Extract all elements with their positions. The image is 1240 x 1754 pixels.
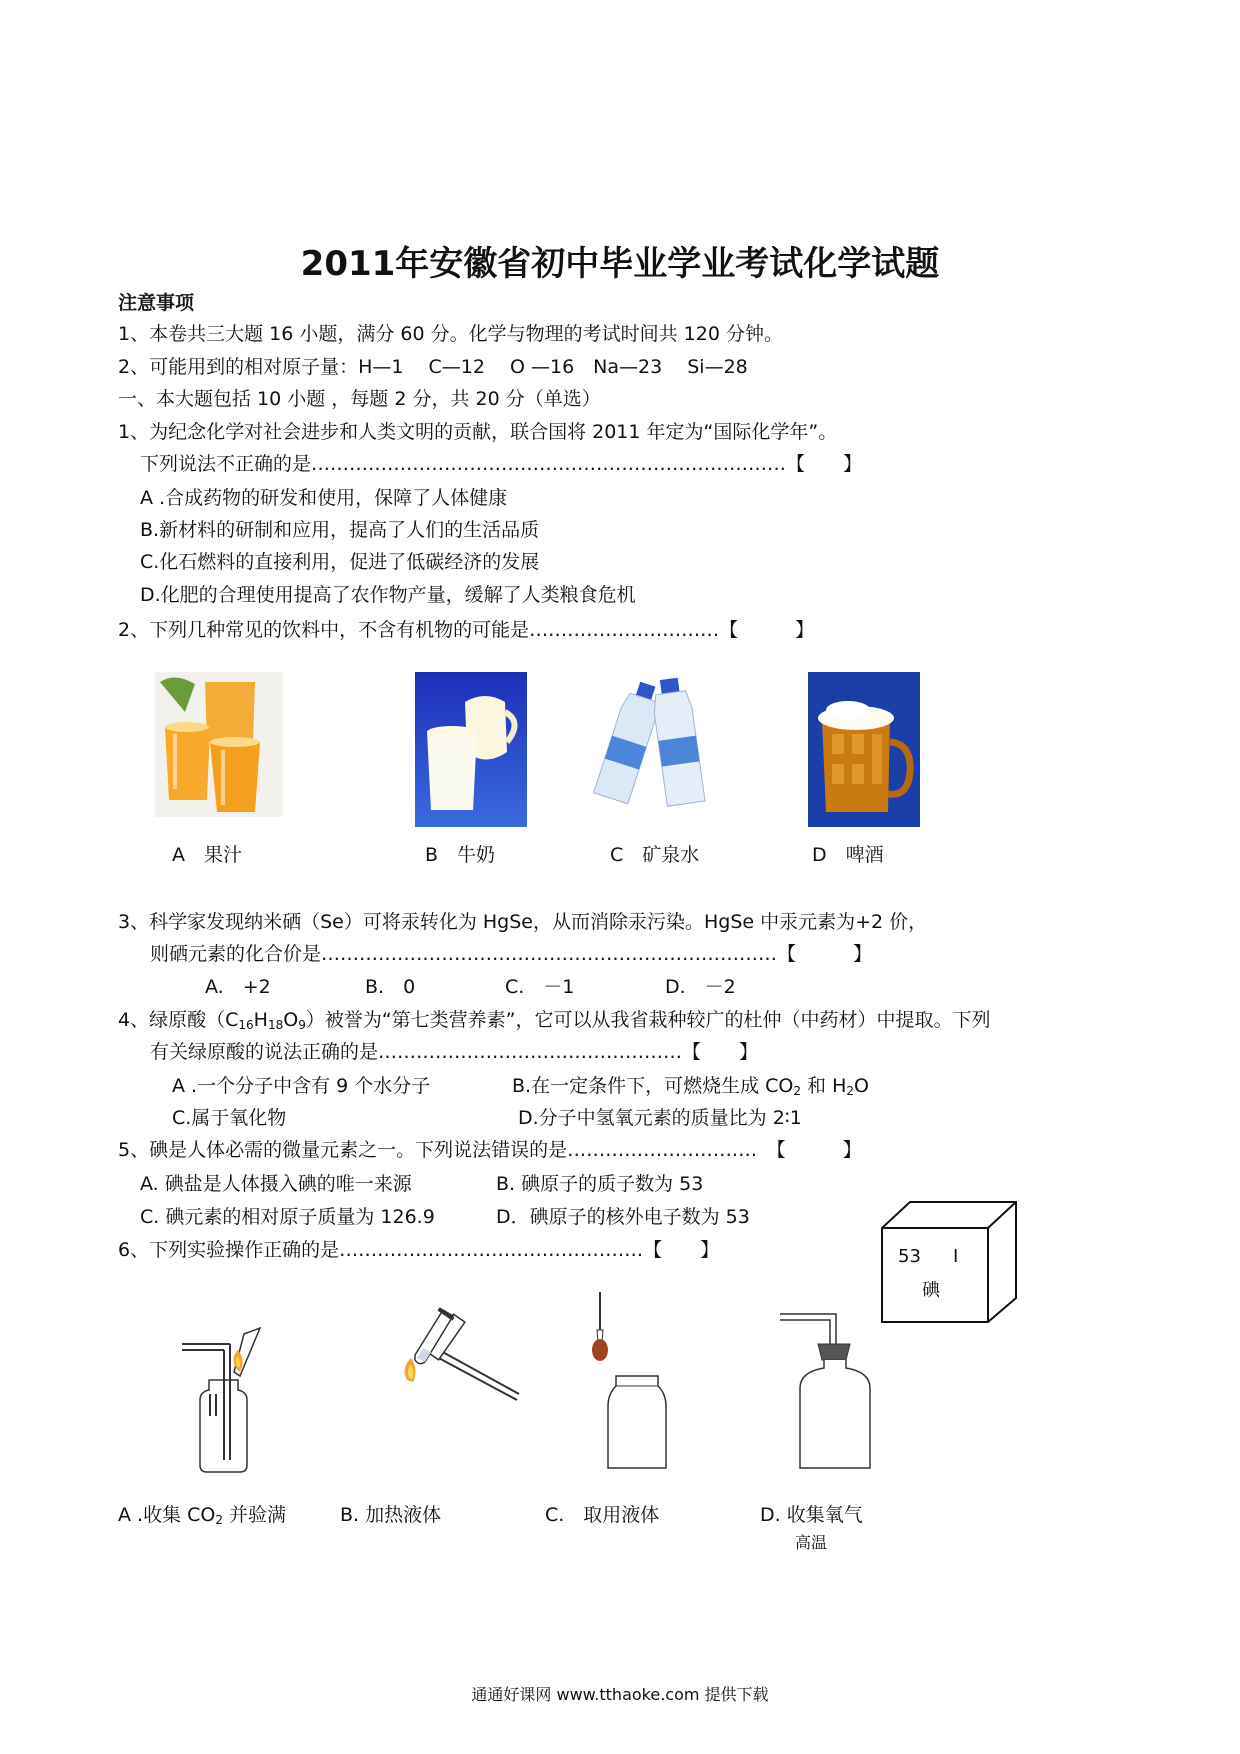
q5-option-d: D．碘原子的核外电子数为 53 <box>496 1206 750 1228</box>
q2-caption-c: C 矿泉水 <box>610 844 700 866</box>
q3-stem-line2: 则硒元素的化合价是………………………………………………………………【 】 <box>150 943 873 965</box>
q5-option-b: B. 碘原子的质子数为 53 <box>496 1173 704 1195</box>
q4-option-d: D.分子中氢氧元素的质量比为 2∶1 <box>518 1107 802 1129</box>
iodine-symbol: I <box>953 1246 959 1267</box>
q4-option-c: C.属于氧化物 <box>172 1107 287 1129</box>
apparatus-d-collect-oxygen <box>770 1310 890 1480</box>
q6-caption-b: B. 加热液体 <box>340 1504 442 1526</box>
apparatus-b-heat-liquid <box>395 1300 525 1420</box>
q2-caption-a: A 果汁 <box>172 844 242 866</box>
q1-option-a: A .合成药物的研发和使用，保障了人体健康 <box>140 487 508 509</box>
notice-line-2: 2、可能用到的相对原子量：H—1 C—12 O —16 Na—23 Si—28 <box>118 356 748 378</box>
q4-stem-line2: 有关绿原酸的说法正确的是…………………………………………【 】 <box>150 1041 759 1063</box>
q3-option-c: C. －1 <box>505 976 575 998</box>
section-heading: 一、本大题包括 10 小题 ，每题 2 分，共 20 分（单选） <box>118 388 601 410</box>
q5-stem: 5、碘是人体必需的微量元素之一。下列说法错误的是………………………… 【 】 <box>118 1139 862 1161</box>
q5-option-c: C. 碘元素的相对原子质量为 126.9 <box>140 1206 435 1228</box>
q4-option-a: A .一个分子中含有 9 个水分子 <box>172 1075 431 1097</box>
q2-caption-d: D 啤酒 <box>812 844 884 866</box>
high-temperature-label: 高温 <box>795 1533 828 1552</box>
q5-option-a: A. 碘盐是人体摄入碘的唯一来源 <box>140 1173 412 1195</box>
milk-image <box>415 672 527 827</box>
q2-caption-b: B 牛奶 <box>425 844 496 866</box>
q6-caption-a: A .收集 $CO_2$ 并验满 <box>118 1504 287 1527</box>
q1-option-c: C.化石燃料的直接利用，促进了低碳经济的发展 <box>140 551 540 573</box>
q2-stem: 2、下列几种常见的饮料中，不含有机物的可能是…………………………【 】 <box>118 619 815 641</box>
beer-image <box>808 672 920 827</box>
q1-stem-line2: 下列说法不正确的是…………………………………………………………………【 】 <box>140 453 863 475</box>
apparatus-a-collect-co2 <box>170 1320 280 1480</box>
page-title: 2011年安徽省初中毕业学业考试化学试题 <box>300 244 940 284</box>
q6-caption-c: C. 取用液体 <box>545 1504 660 1526</box>
q3-option-d: D. －2 <box>665 976 736 998</box>
notice-line-1: 1、本卷共三大题 16 小题，满分 60 分。化学与物理的考试时间共 120 分钟。 <box>118 323 783 345</box>
q6-stem: 6、下列实验操作正确的是…………………………………………【 】 <box>118 1239 720 1261</box>
q4-option-b: B.在一定条件下，可燃烧生成 $CO_2$ 和 $H_2O$ <box>512 1075 869 1098</box>
q3-option-a: A. +2 <box>205 976 271 998</box>
q3-option-b: B. 0 <box>365 976 416 998</box>
apparatus-c-take-liquid <box>580 1290 680 1480</box>
q3-stem-line1: 3、科学家发现纳米硒（Se）可将汞转化为 HgSe，从而消除汞污染。HgSe 中汞元素为+2 价， <box>118 911 928 933</box>
q1-option-b: B.新材料的研制和应用，提高了人们的生活品质 <box>140 519 540 541</box>
q4-stem-line1: 4、绿原酸$(C_{16}H_{18}O_9)$被誉为“第七类营养素”，它可以从我省栽种较广的杜仲（中药材）中提取。下列 <box>118 1009 991 1032</box>
q6-caption-d: D. 收集氧气 <box>760 1504 863 1526</box>
juice-image <box>155 672 283 817</box>
q1-stem-line1: 1、为纪念化学对社会进步和人类文明的贡献，联合国将 2011 年定为“国际化学年”。 <box>118 421 838 443</box>
notice-heading: 注意事项 <box>118 292 195 314</box>
page-footer: 通通好课网 www.tthaoke.com 提供下载 <box>471 1685 769 1704</box>
q1-option-d: D.化肥的合理使用提高了农作物产量，缓解了人类粮食危机 <box>140 584 636 606</box>
iodine-name: 碘 <box>922 1280 940 1301</box>
mineral-water-image <box>590 672 715 817</box>
iodine-atomic-number: 53 <box>898 1246 921 1267</box>
